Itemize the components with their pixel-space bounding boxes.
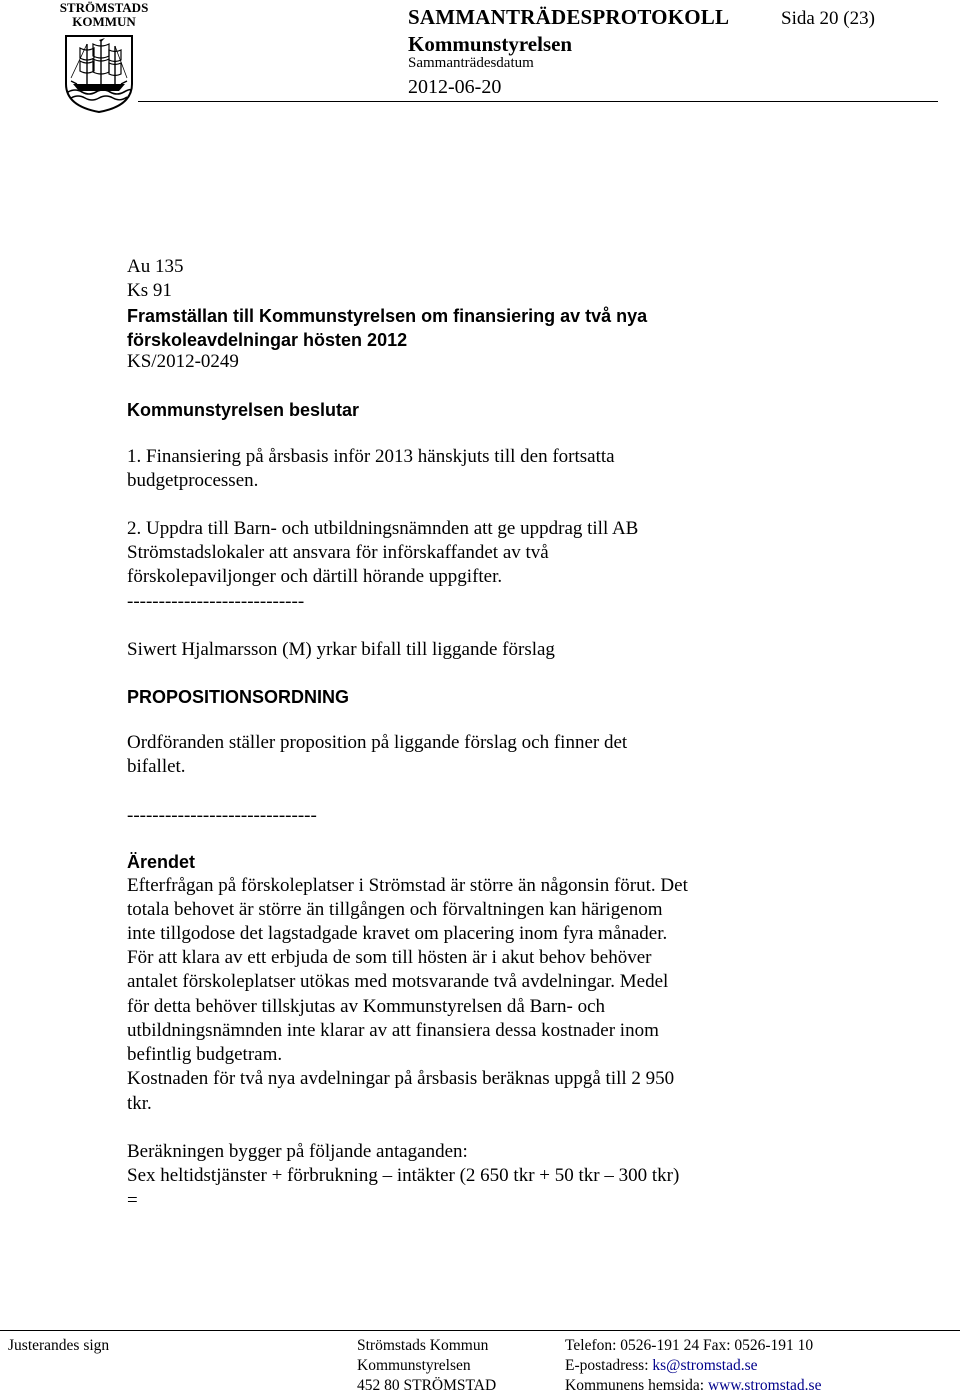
matter-heading: Ärendet [127,852,196,872]
motion-text: Siwert Hjalmarsson (M) yrkar bifall till liggande förslag [127,639,555,660]
footer-divider [0,1330,960,1331]
matter-line: Kostnaden för två nya avdelningar på årsbasis beräknas uppgå till 2 950 [127,1068,675,1089]
email-label: E-postadress: [565,1357,653,1374]
decision-2-line-2: Strömstadslokaler att ansvara för införskaffandet av två [127,542,549,563]
committee-name: Kommunstyrelsen [408,32,573,56]
meeting-date-label: Sammanträdesdatum [408,55,534,71]
meeting-date: 2012-06-20 [408,76,502,98]
matter-line: antalet förskoleplatser utökas med motsvarande två avdelningar. Medel [127,971,669,992]
page-number: Sida 20 (23) [781,8,875,29]
matter-line: tkr. [127,1093,152,1114]
footer-address-line-1: Strömstads Kommun [357,1337,489,1354]
separator-2: ------------------------------ [127,805,317,826]
matter-line: för detta behöver tillskjutas av Kommunstyrelsen då Barn- och [127,996,606,1017]
calculation-formula: Sex heltidstjänster + förbrukning – intäkter (2 650 tkr + 50 tkr – 300 tkr) [127,1165,680,1186]
decision-1-line-2: budgetprocessen. [127,470,259,491]
case-title-line-2: förskoleavdelningar hösten 2012 [127,330,408,350]
footer-website [565,1376,821,1396]
signature-label: Justerandes sign [8,1337,110,1354]
footer-address-line-2: Kommunstyrelsen [357,1357,471,1374]
matter-line: För att klara av ett erbjuda de som till hösten är i akut behov behöver [127,947,652,968]
calculation-equals: = [127,1190,138,1211]
email-link[interactable]: ks@stromstad.se [652,1357,758,1374]
decision-2-line-3: förskolepaviljonger och därtill hörande uppgifter. [127,566,503,587]
au-reference: Au 135 [127,256,184,277]
calculation-intro: Beräkningen bygger på följande antaganden: [127,1141,468,1162]
separator-1: ---------------------------- [127,591,305,612]
footer-email [565,1356,758,1376]
footer-address-line-3: 452 80 STRÖMSTAD [357,1377,497,1394]
matter-line: utbildningsnämnden inte klarar av att finansiera dessa kostnader inom [127,1020,659,1041]
matter-line: Efterfrågan på förskoleplatser i Strömstad är större än någonsin förut. Det [127,875,688,896]
proposition-heading: PROPOSITIONSORDNING [127,687,350,707]
decision-2-line-1: 2. Uppdra till Barn- och utbildningsnämnden att ge uppdrag till AB [127,518,639,539]
case-number: KS/2012-0249 [127,351,239,372]
footer-phone: Telefon: 0526-191 24 Fax: 0526-191 10 [565,1337,814,1354]
website-link[interactable]: www.stromstad.se [707,1377,822,1394]
case-title-line-1: Framställan till Kommunstyrelsen om finansiering av två nya [127,306,648,326]
matter-line: befintlig budgetram. [127,1044,283,1065]
header-divider [138,101,938,102]
logo-line-2: KOMMUN [72,14,136,29]
proposition-line-1: Ordföranden ställer proposition på liggande förslag och finner det [127,732,628,753]
proposition-line-2: bifallet. [127,756,186,777]
logo-line-1: STRÖMSTADS [59,0,149,15]
coat-of-arms-icon [63,34,135,114]
matter-line: inte tillgodose det lagstadgade kravet om placering inom fyra månader. [127,923,668,944]
website-label: Kommunens hemsida: [565,1377,708,1394]
municipality-logo-text [50,1,158,29]
decision-1-line-1: 1. Finansiering på årsbasis inför 2013 hänskjuts till den fortsatta [127,446,615,467]
ks-reference: Ks 91 [127,280,172,301]
document-type: SAMMANTRÄDESPROTOKOLL [408,5,730,29]
matter-line: totala behovet är större än tillgången och förvaltningen kan härigenom [127,899,663,920]
decision-heading: Kommunstyrelsen beslutar [127,400,360,420]
